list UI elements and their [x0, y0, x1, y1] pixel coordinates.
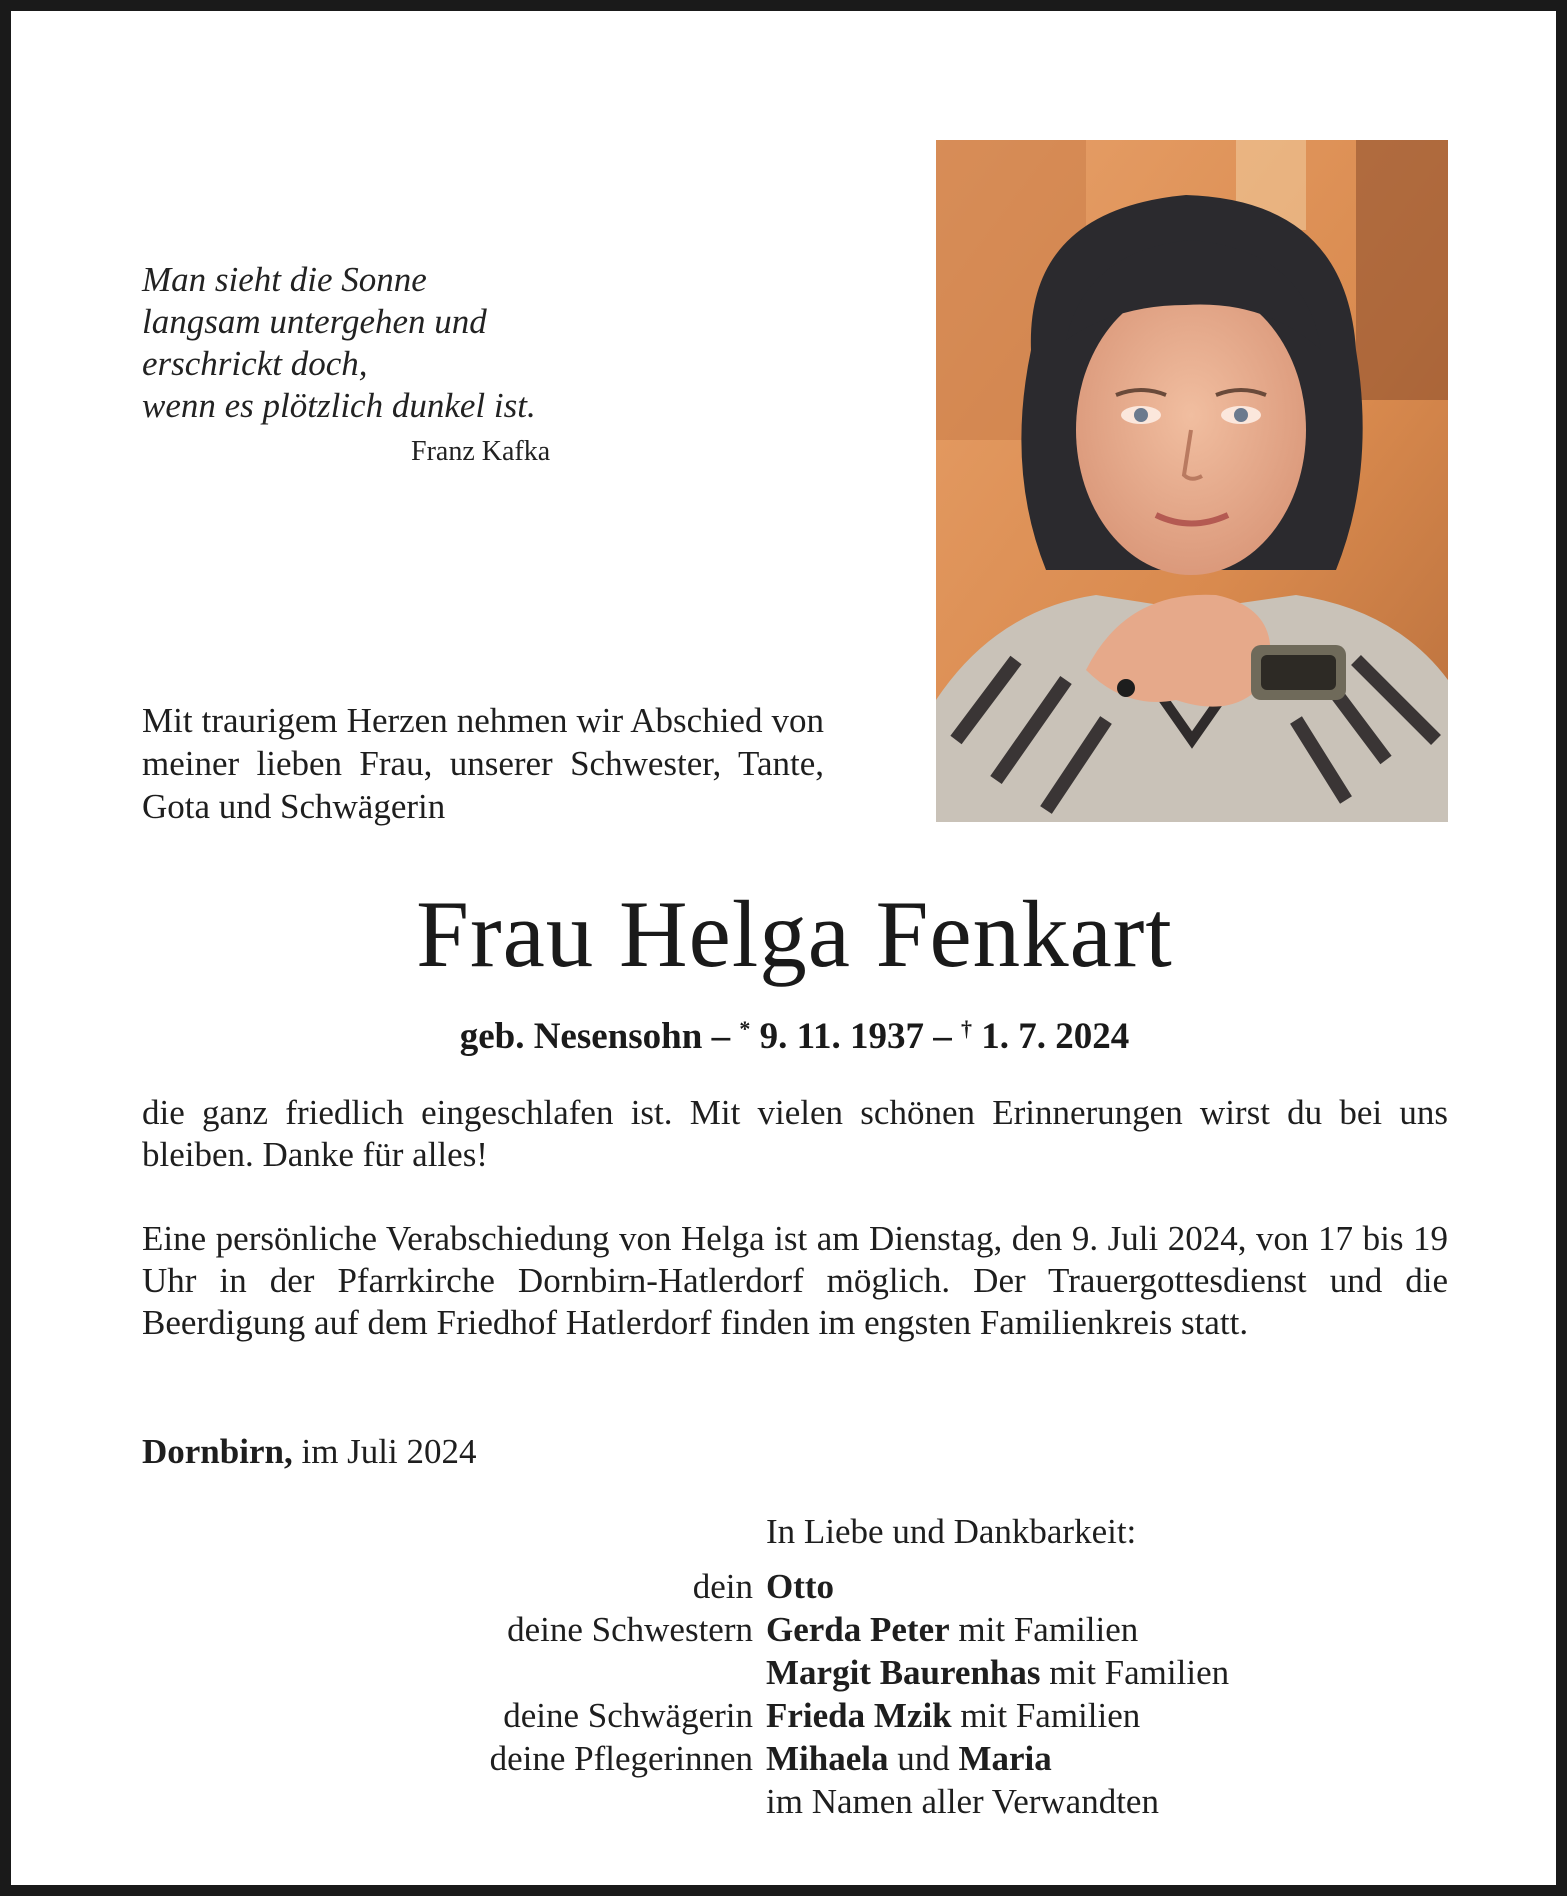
mourner-row — [311, 1565, 1411, 1608]
place-city: Dornbirn, — [142, 1432, 293, 1471]
mourner-names — [766, 1737, 1411, 1780]
portrait-illustration — [936, 140, 1448, 822]
mourner-relation — [311, 1780, 766, 1823]
mourner-row — [311, 1651, 1411, 1694]
mourner-row — [311, 1694, 1411, 1737]
mourner-relation: deine Schwägerin — [503, 1696, 753, 1735]
separator: – — [702, 1016, 740, 1057]
mourner-suffix: und — [888, 1739, 959, 1778]
mourner-relation: deine Pflegerinnen — [489, 1739, 753, 1778]
deceased-name: Frau Helga Fenkart — [416, 881, 1173, 987]
mourner-names — [766, 1780, 1411, 1823]
mourner-names — [766, 1565, 1411, 1608]
quote-line: langsam untergehen und — [142, 302, 487, 341]
birth-name: geb. Nesensohn — [459, 1016, 703, 1057]
birth-death-dates — [11, 1007, 1567, 1059]
mourner-relation: deine Schwestern — [507, 1610, 753, 1649]
mourner-name: Gerda Peter — [766, 1610, 950, 1649]
portrait-photo — [936, 140, 1448, 822]
mourner-relation: dein — [692, 1567, 753, 1606]
mourner-name: Frieda Mzik — [766, 1696, 952, 1735]
quote-author: Franz Kafka — [411, 436, 551, 467]
mourner-name: Maria — [958, 1739, 1052, 1778]
birth-date: 9. 11. 1937 — [750, 1016, 925, 1057]
place-date — [142, 1431, 477, 1473]
mourner-name: Otto — [766, 1567, 835, 1606]
separator: – — [924, 1016, 962, 1057]
mourner-suffix: im Namen aller Verwandten — [766, 1782, 1159, 1821]
mourner-names — [766, 1608, 1411, 1651]
mourner-suffix: mit Familien — [949, 1610, 1139, 1649]
mourner-suffix: mit Familien — [1040, 1653, 1230, 1692]
ceremony-paragraph: Eine persönliche Verabschiedung von Helga ist am Dienstag, den 9. Juli 2024, von 17 bis 19 Uhr in der Pfarrkirche Dornbirn-Hatlerdorf möglich. Der Trauergottesdienst und die Beerdigung auf dem Friedhof Hatlerdorf finden im engsten Familienkreis statt. — [142, 1219, 1448, 1342]
mourner-name: Mihaela — [766, 1739, 889, 1778]
intro-text: Mit traurigem Herzen nehmen wir Abschied von meiner lieben Frau, unserer Schwester, Tante, Gota und Schwägerin — [142, 701, 824, 826]
birth-symbol: * — [739, 1016, 751, 1041]
quote-line: wenn es plötzlich dunkel ist. — [142, 386, 536, 425]
mourners-list — [311, 1565, 1411, 1823]
mourner-names — [766, 1694, 1411, 1737]
mourner-row — [311, 1780, 1411, 1823]
thanks-heading: In Liebe und Dankbarkeit: — [766, 1512, 1137, 1551]
farewell-paragraph: die ganz friedlich eingeschlafen ist. Mit vielen schönen Erinnerungen wirst du bei uns bleiben. Danke für alles! — [142, 1093, 1448, 1174]
quote-line: Man sieht die Sonne — [142, 260, 427, 299]
place-month: im Juli 2024 — [292, 1432, 477, 1471]
mourner-row — [311, 1737, 1411, 1780]
mourner-suffix: mit Familien — [951, 1696, 1141, 1735]
mourner-name: Margit Baurenhas — [766, 1653, 1041, 1692]
death-symbol: † — [961, 1016, 973, 1041]
quote-line: erschrickt doch, — [142, 344, 368, 383]
mourner-names — [766, 1651, 1411, 1694]
kafka-quote — [142, 259, 536, 427]
mourner-row — [311, 1608, 1411, 1651]
mourner-relation — [311, 1651, 766, 1694]
death-date: 1. 7. 2024 — [972, 1016, 1130, 1057]
